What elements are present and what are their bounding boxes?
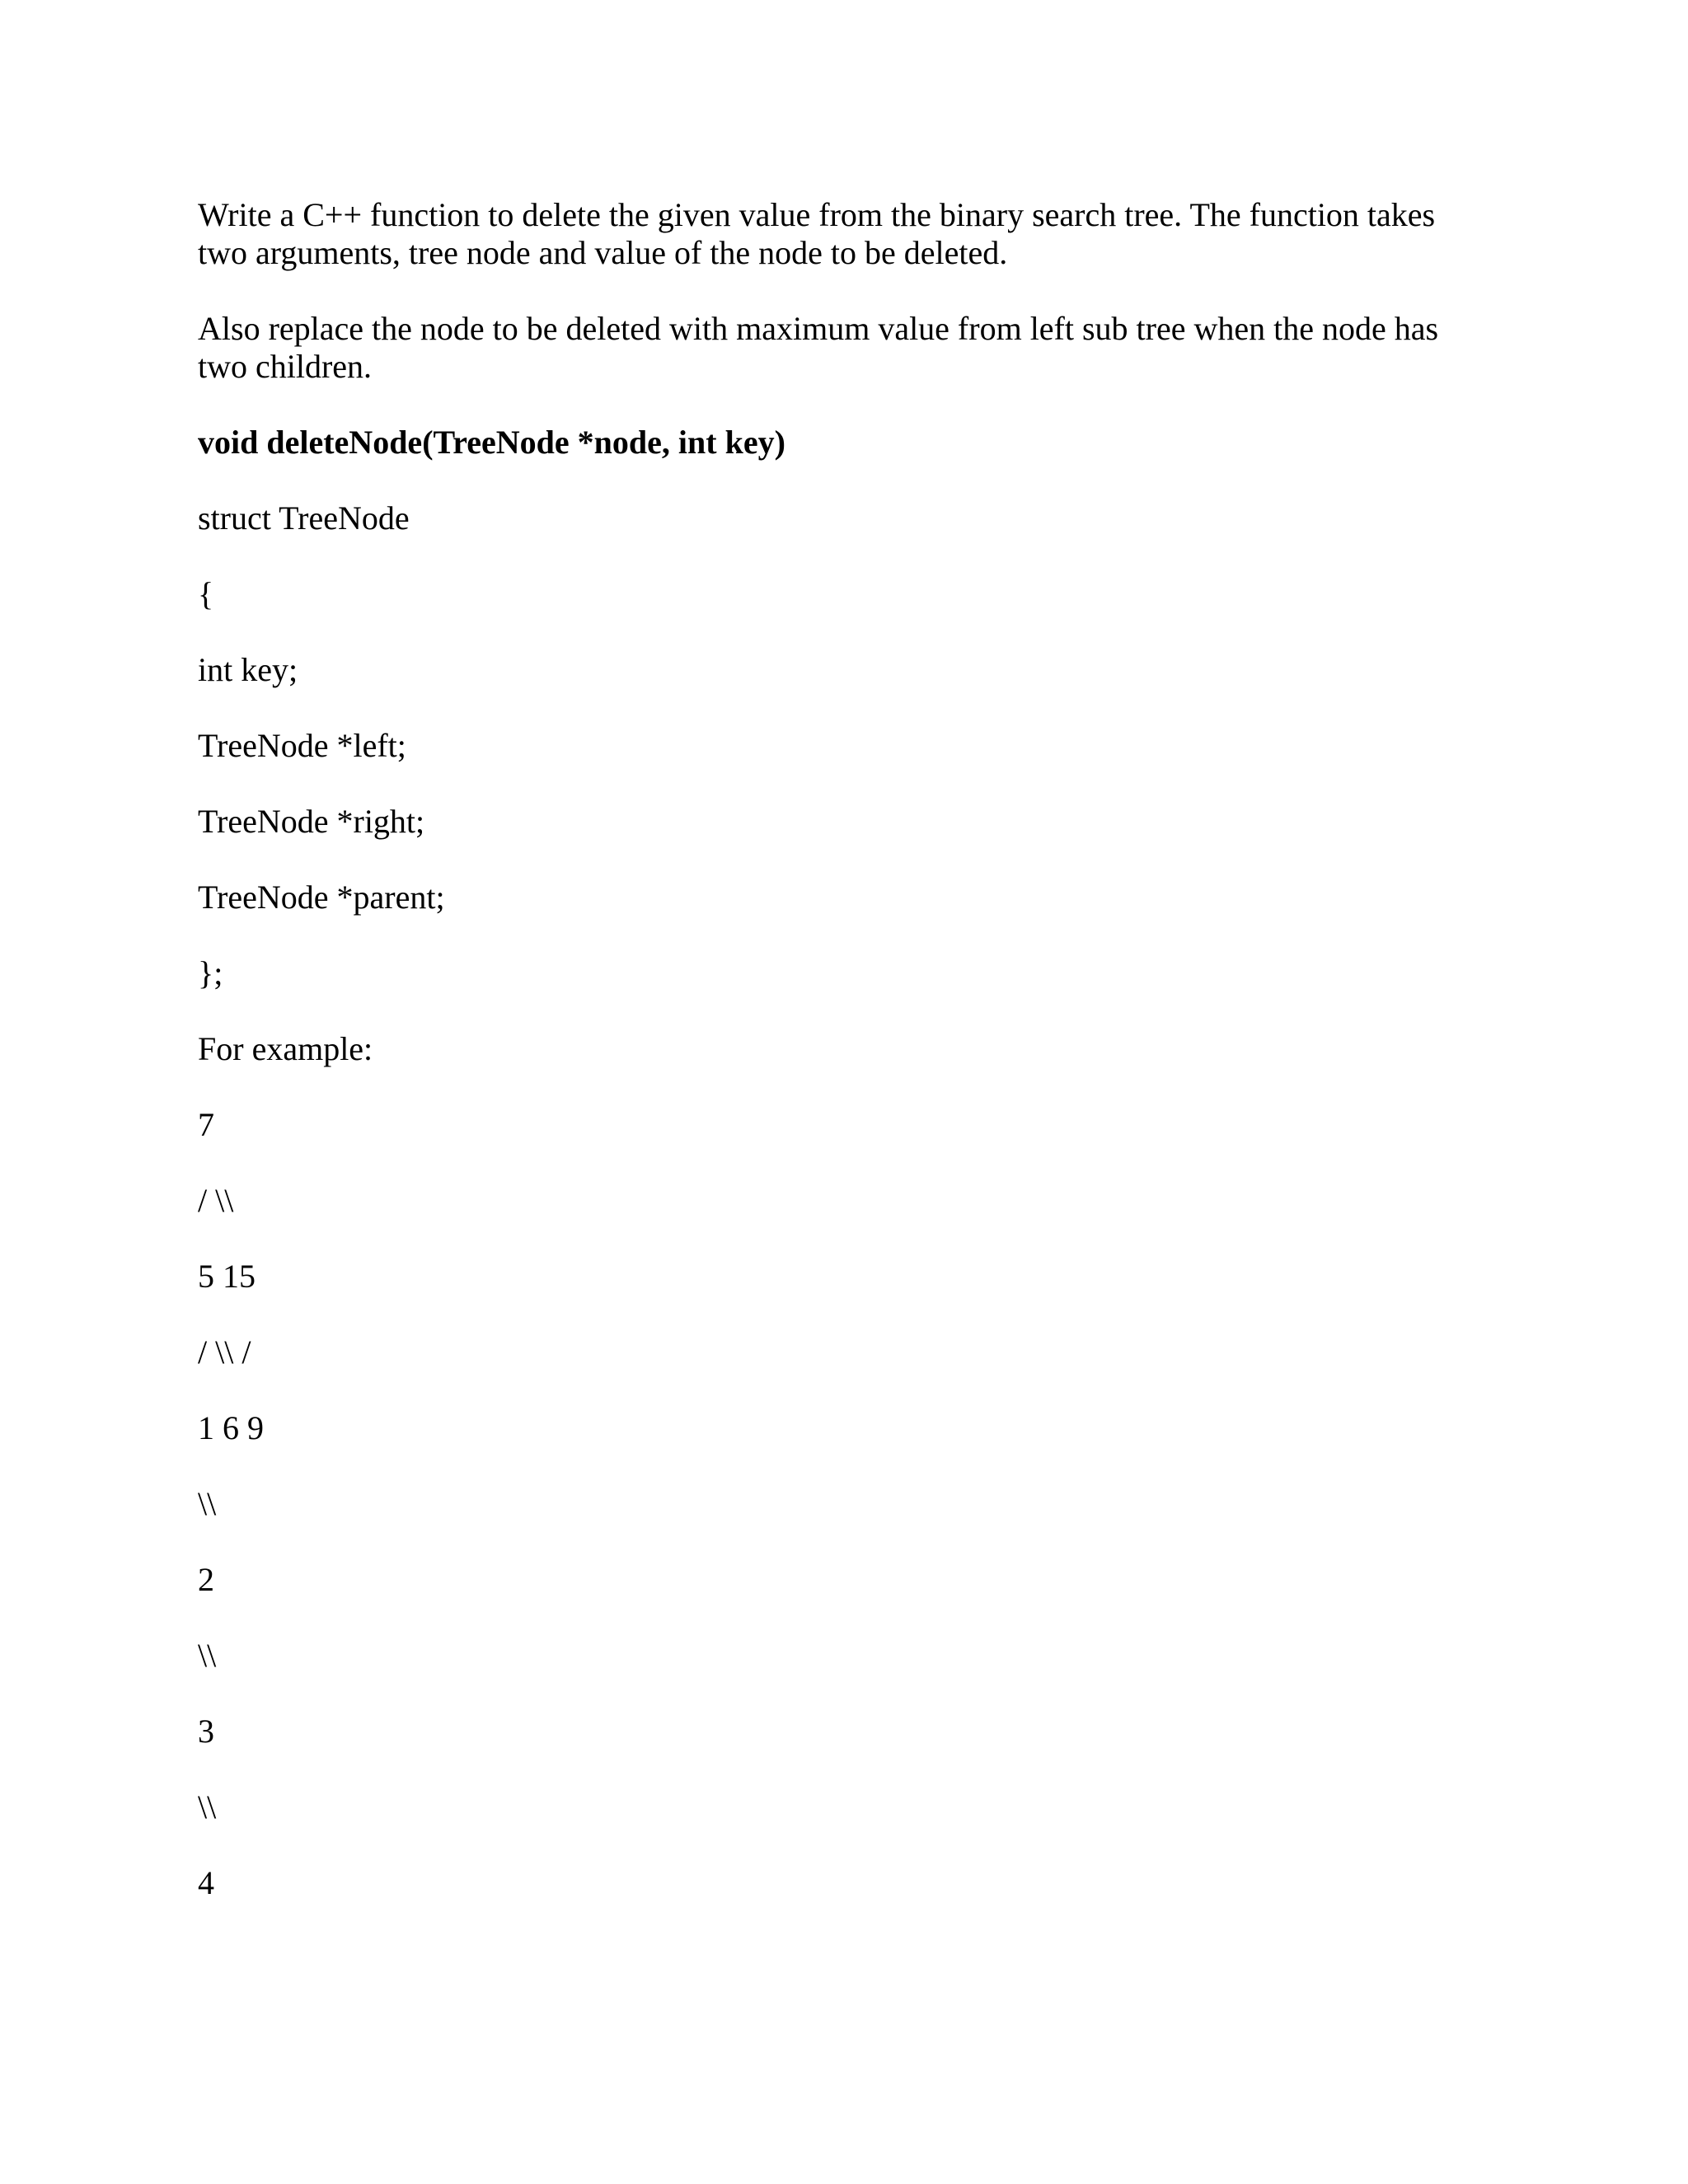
tree-line: 3 xyxy=(198,1713,214,1750)
tree-line: / \\ xyxy=(198,1182,234,1219)
tree-line: \\ xyxy=(198,1637,217,1674)
tree-line: / \\ / xyxy=(198,1333,251,1371)
tree-line: 5 15 xyxy=(198,1258,256,1295)
struct-line: { xyxy=(198,575,214,612)
struct-line: TreeNode *right; xyxy=(198,803,425,840)
struct-line: int key; xyxy=(198,651,298,688)
struct-line: }; xyxy=(198,954,223,991)
tree-line: \\ xyxy=(198,1788,217,1825)
tree-line: 1 6 9 xyxy=(198,1409,264,1446)
replace-rule-paragraph: Also replace the node to be deleted with maximum value from left sub tree when the node has two children. xyxy=(198,310,1439,385)
struct-line: TreeNode *left; xyxy=(198,727,406,764)
struct-line: struct TreeNode xyxy=(198,499,410,537)
struct-line: TreeNode *parent; xyxy=(198,879,445,916)
function-signature: void deleteNode(TreeNode *node, int key) xyxy=(198,424,785,461)
intro-paragraph: Write a C++ function to delete the given value from the binary search tree. The function takes two arguments, tree node and value of the node to be deleted. xyxy=(198,196,1436,271)
example-label: For example: xyxy=(198,1030,373,1067)
tree-line: \\ xyxy=(198,1485,217,1522)
tree-line: 2 xyxy=(198,1561,214,1598)
tree-line: 4 xyxy=(198,1864,214,1901)
tree-line: 7 xyxy=(198,1106,214,1143)
